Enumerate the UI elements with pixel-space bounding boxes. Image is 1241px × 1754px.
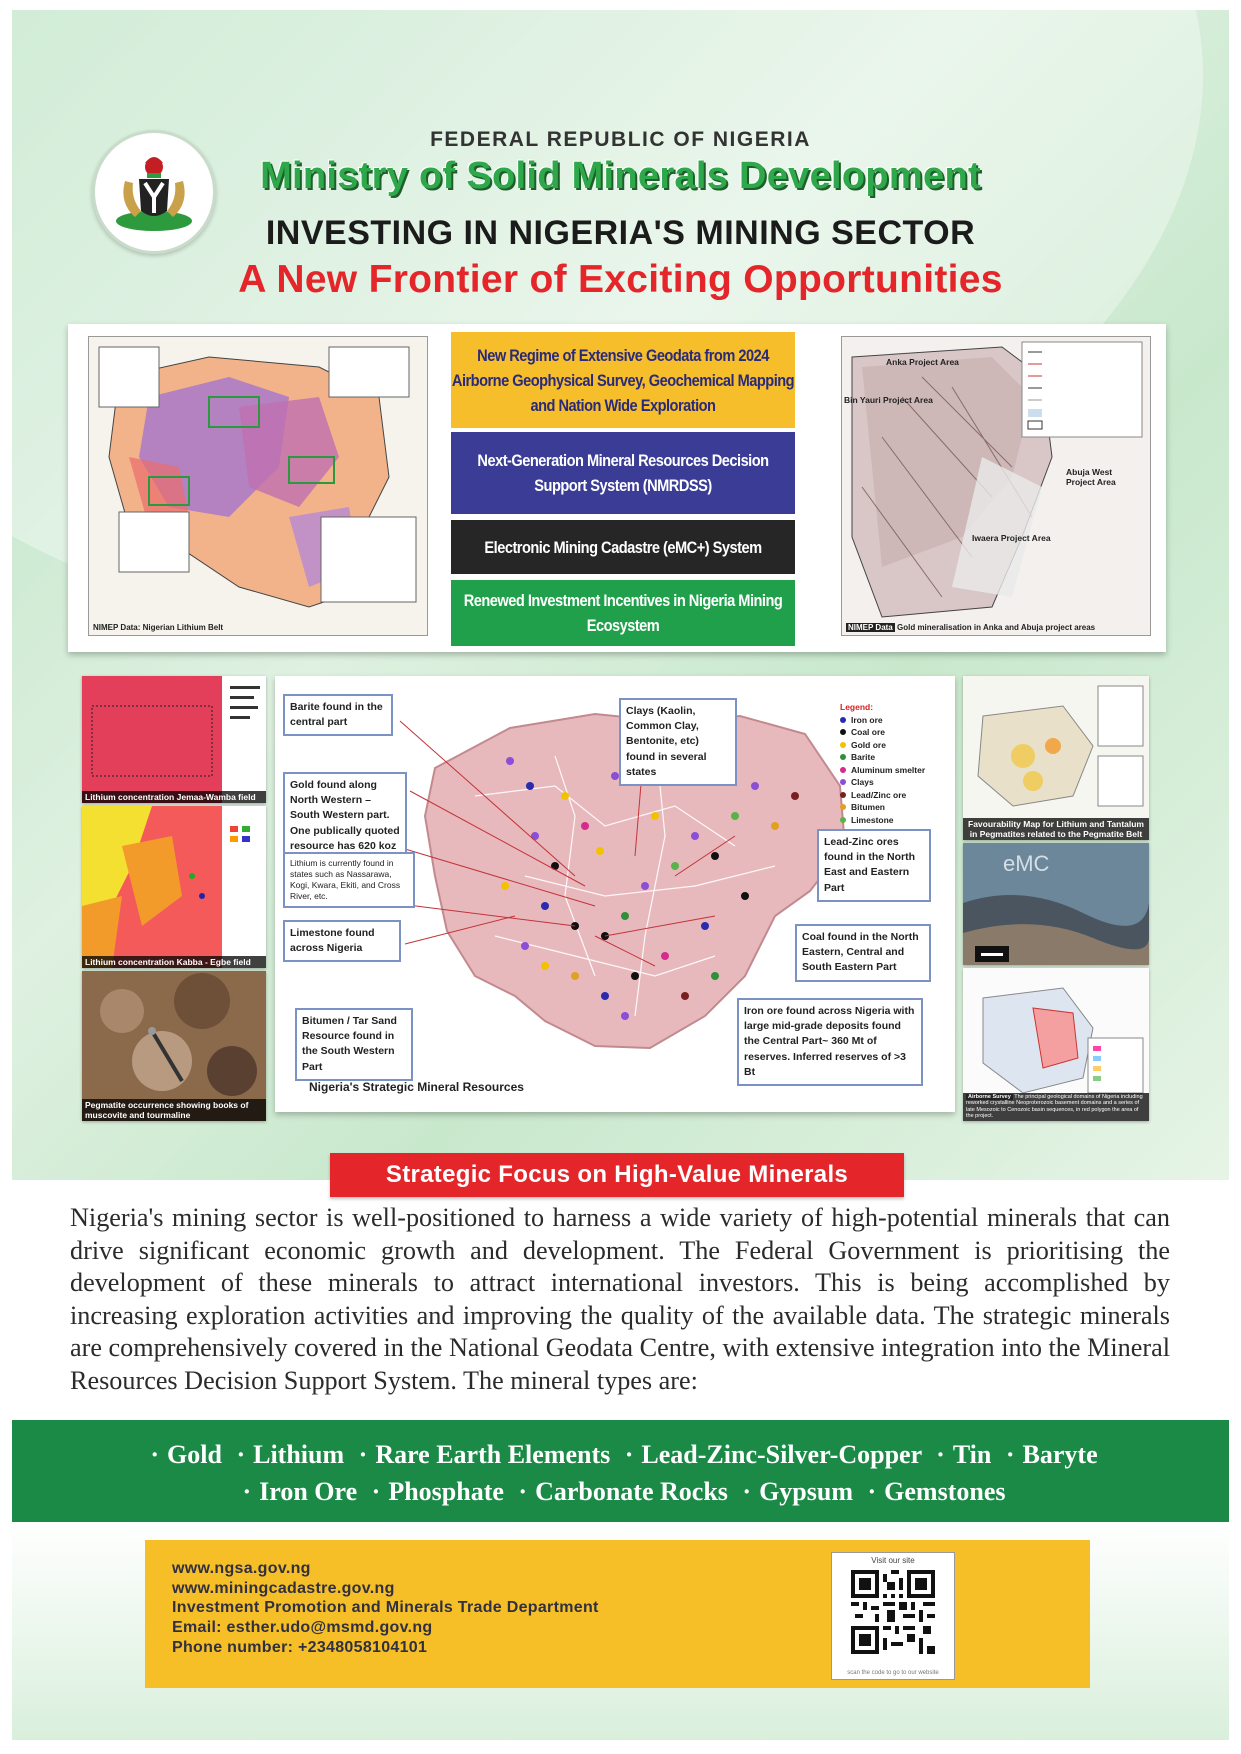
legend-dot xyxy=(840,779,846,785)
strategic-map-caption: Nigeria's Strategic Mineral Resources xyxy=(309,1080,524,1094)
minerals-row-1 xyxy=(90,1436,1150,1473)
mineral-item: Carbonate Rocks xyxy=(535,1477,728,1506)
minerals-row-2 xyxy=(90,1473,1150,1510)
anka-label: Anka Project Area xyxy=(886,357,959,367)
qr-code[interactable] xyxy=(831,1552,955,1680)
qr-code-icon xyxy=(851,1570,935,1654)
legend-label: Aluminum smelter xyxy=(851,764,926,775)
mineral-item: Lithium xyxy=(253,1440,345,1469)
investing-heading: INVESTING IN NIGERIA'S MINING SECTOR xyxy=(265,214,976,252)
gold-map-caption xyxy=(846,623,1095,632)
mineral-separator: · xyxy=(236,1440,246,1469)
mineral-separator: · xyxy=(742,1477,752,1506)
strategic-body-text: Nigeria's mining sector is well-positioned to harness a wide variety of high-potential minerals that can drive significant economic growth and development. The Federal Government is prioritising the development of these minerals to attract international investors. This is being accomplished by increasing exploration activities and improving the quality of the available data. The strategic minerals are comprehensively covered in the National Geodata Centre, with extensive integration into the Mineral Resources Decision Support System. The mineral types are: xyxy=(70,1203,1170,1395)
callout-coal: Coal found in the North Eastern, Central and South Eastern Part xyxy=(795,924,931,982)
department-name: Investment Promotion and Minerals Trade Department xyxy=(172,1599,599,1617)
legend-item xyxy=(840,726,925,739)
callout-barite: Barite found in the central part xyxy=(283,694,393,736)
mineral-item: Baryte xyxy=(1022,1440,1098,1469)
mineral-separator: · xyxy=(936,1440,945,1469)
minerals-list xyxy=(90,1436,1150,1510)
contact-phone: Phone number: +2348058104101 xyxy=(172,1638,428,1656)
legend-label: Gold ore xyxy=(851,739,886,750)
lithium-belt-caption: NIMEP Data: Nigerian Lithium Belt xyxy=(93,623,224,632)
favourability-caption: Favourability Map for Lithium and Tantalum in Pegmatites related to the Pegmatite Belt xyxy=(963,818,1149,840)
legend-dot xyxy=(840,742,846,748)
gold-map-caption-text: Gold mineralisation in Anka and Abuja project areas xyxy=(897,623,1096,632)
jemaa-wamba-image xyxy=(82,676,266,803)
mining-cadastre-link[interactable]: www.miningcadastre.gov.ng xyxy=(172,1579,395,1597)
mineral-separator: · xyxy=(371,1477,381,1506)
airborne-caption xyxy=(963,1093,1149,1121)
federal-republic-heading: FEDERAL REPUBLIC OF NIGERIA xyxy=(430,128,811,151)
legend-label: Barite xyxy=(851,752,876,762)
top-panel xyxy=(68,324,1166,652)
legend-item xyxy=(840,814,925,827)
legend-label: Lead/Zinc ore xyxy=(851,789,907,800)
legend-title: Legend: xyxy=(840,702,874,712)
ngsa-link[interactable]: www.ngsa.gov.ng xyxy=(172,1560,311,1577)
callout-limestone: Limestone found across Nigeria xyxy=(283,920,401,962)
contact-email[interactable]: Email: esther.udo@msmd.gov.ng xyxy=(172,1619,433,1637)
mineral-separator: · xyxy=(242,1477,252,1506)
kabba-egbe-image xyxy=(82,806,266,968)
contact-box xyxy=(145,1540,1090,1688)
qr-footer: scan the code to go to our website xyxy=(847,1670,939,1676)
qr-header: Visit our site xyxy=(871,1556,915,1565)
airborne-tag: Airborne Survey xyxy=(968,1093,1011,1100)
iwaera-label: Iwaera Project Area xyxy=(972,533,1051,543)
legend-item xyxy=(840,764,925,777)
legend-label: Limestone xyxy=(851,814,894,825)
mineral-separator: · xyxy=(358,1440,368,1469)
legend-item xyxy=(840,739,925,752)
legend-label: Iron ore xyxy=(851,714,883,725)
callout-leadzinc: Lead-Zinc ores found in the North East and Eastern Part xyxy=(817,829,931,902)
bin-yauri-label: Bin Yauri Project Area xyxy=(844,395,933,405)
strategic-focus-banner: Strategic Focus on High-Value Minerals xyxy=(330,1153,904,1197)
favourability-map-image xyxy=(963,676,1149,840)
ministry-title: Ministry of Solid Minerals Development xyxy=(260,155,981,197)
mineral-item: Gold xyxy=(167,1440,222,1469)
feature-emc: Electronic Mining Cadastre (eMC+) System xyxy=(451,520,795,574)
kabba-egbe-caption: Lithium concentration Kabba - Egbe field xyxy=(82,956,266,968)
mineral-separator: · xyxy=(1005,1440,1015,1469)
mineral-item: Iron Ore xyxy=(259,1477,358,1506)
legend-dot xyxy=(840,792,846,798)
pegmatite-image xyxy=(82,971,266,1121)
callout-bitumen: Bitumen / Tar Sand Resource found in the South Western Part xyxy=(295,1008,413,1081)
nimep-tag: NIMEP Data xyxy=(848,623,893,632)
callout-lithium: Lithium is currently found in states such as Nassarawa, Kogi, Kwara, Ekiti, and Cross River, etc. xyxy=(283,852,415,908)
feature-nmrdss: Next-Generation Mineral Resources Decision Support System (NMRDSS) xyxy=(451,432,795,514)
airborne-caption-text: The principal geological domains of Nigeria including reworked crystalline Neoproterozoic basement domains and a series of late Mesozoic to Cenozoic basin sequences, in red polygon the area of the project. xyxy=(966,1093,1143,1120)
mineral-item: Gypsum xyxy=(759,1477,853,1506)
feature-incentives: Renewed Investment Incentives in Nigeria Mining Ecosystem xyxy=(451,580,795,646)
feature-geodata: New Regime of Extensive Geodata from 2024 Airborne Geophysical Survey, Geochemical Mapping and Nation Wide Exploration xyxy=(451,332,795,428)
legend-dot xyxy=(840,717,846,723)
frontier-heading: A New Frontier of Exciting Opportunities xyxy=(238,258,1003,301)
emc-image xyxy=(963,843,1149,965)
mineral-separator: · xyxy=(150,1440,160,1469)
legend-item xyxy=(840,789,925,802)
lithium-belt-map xyxy=(88,336,428,636)
contact-lines xyxy=(172,1559,599,1658)
legend-dot xyxy=(840,729,846,735)
legend-item xyxy=(840,776,925,789)
legend-dot xyxy=(840,804,846,810)
legend-item xyxy=(840,801,925,814)
legend-dot xyxy=(840,754,846,760)
legend-label: Coal ore xyxy=(851,727,886,737)
mineral-separator: · xyxy=(867,1477,877,1506)
callout-clays: Clays (Kaolin, Common Clay, Bentonite, etc) found in several states xyxy=(619,698,737,786)
abuja-west-label: Abuja West Project Area xyxy=(1066,467,1116,487)
legend-label: Bitumen xyxy=(851,802,885,812)
mineral-item: Gemstones xyxy=(884,1477,1006,1506)
legend-item xyxy=(840,714,925,727)
pegmatite-caption: Pegmatite occurrence showing books of muscovite and tourmaline xyxy=(82,1099,266,1121)
strategic-mineral-map xyxy=(275,676,955,1112)
mineral-separator: · xyxy=(518,1477,528,1506)
legend-dot xyxy=(840,817,846,823)
callout-gold: Gold found along North Western – South Western part. One publically quoted resource has 620 koz xyxy=(283,772,407,860)
mineral-item: Tin xyxy=(952,1440,992,1469)
jemaa-wamba-caption: Lithium concentration Jemaa-Wamba field xyxy=(82,791,266,803)
mineral-item: Rare Earth Elements xyxy=(375,1440,611,1469)
emc-logo-text: eMC xyxy=(1003,851,1050,876)
legend-item xyxy=(840,751,925,764)
map-legend xyxy=(840,701,925,826)
gold-mineralisation-map xyxy=(841,336,1151,636)
callout-iron: Iron ore found across Nigeria with large mid-grade deposits found the Central Part~ 360 Mt of reserves. Inferred reserves of >3 Bt xyxy=(737,998,923,1086)
legend-dot xyxy=(840,767,846,773)
airborne-survey-image xyxy=(963,968,1149,1121)
mineral-item: Phosphate xyxy=(388,1477,504,1506)
mineral-separator: · xyxy=(624,1440,634,1469)
legend-label: Clays xyxy=(851,777,874,787)
mineral-item: Lead-Zinc-Silver-Copper xyxy=(641,1440,922,1469)
